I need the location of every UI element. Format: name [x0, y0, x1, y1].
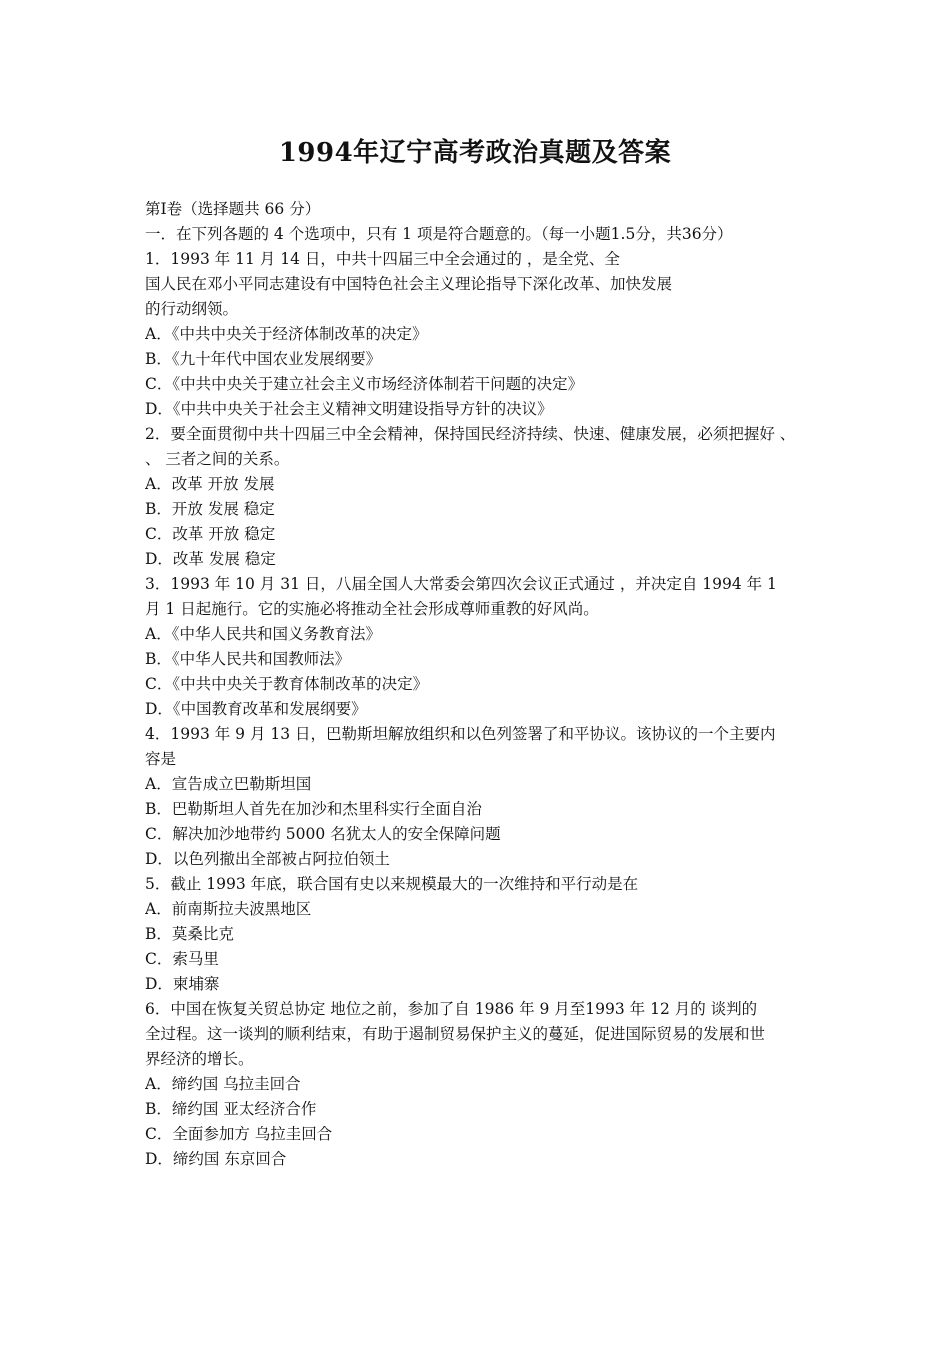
option-a: A．前南斯拉夫波黑地区: [145, 900, 312, 918]
question-2: [145, 422, 815, 572]
option-d: D．以色列撤出全部被占阿拉伯领土: [145, 850, 390, 868]
option-b: B．巴勒斯坦人首先在加沙和杰里科实行全面自治: [145, 800, 482, 818]
option-b: B．莫桑比克: [145, 925, 234, 943]
option-c: C．解决加沙地带约 5000 名犹太人的安全保障问题: [145, 825, 501, 843]
document-title: 1994年辽宁高考政治真题及答案: [278, 138, 672, 168]
option-d: D．《中共中央关于社会主义精神文明建设指导方针的决议》: [145, 400, 553, 418]
question-stem-line: 月 1 日起施行。它的实施必将推动全社会形成尊师重教的好风尚。: [145, 600, 599, 618]
question-stem-line: 6．中国在恢复关贸总协定 地位之前，参加了自 1986 年 9 月至1993 年 12 月的 谈判的: [145, 1000, 758, 1018]
option-a: A．宣告成立巴勒斯坦国: [145, 775, 312, 793]
option-a: A．改革 开放 发展: [145, 475, 275, 493]
option-c: C．《中共中央关于建立社会主义市场经济体制若干问题的决定》: [145, 375, 584, 393]
option-a: A．缔约国 乌拉圭回合: [145, 1075, 301, 1093]
instruction-text: 一．在下列各题的 4 个选项中，只有 1 项是符合题意的。（每一小题1.5分，共36分）: [145, 225, 733, 243]
question-3: [145, 572, 815, 722]
option-d: D．缔约国 东京回合: [145, 1150, 287, 1168]
question-4: [145, 722, 815, 872]
document-body: [145, 197, 815, 1172]
question-stem-line: 1．1993 年 11 月 14 日，中共十四届三中全会通过的 ，是全党、全: [145, 250, 620, 268]
question-stem-line: 全过程。这一谈判的顺利结束，有助于遏制贸易保护主义的蔓延，促进国际贸易的发展和世: [145, 1025, 766, 1043]
question-stem-line: 4．1993 年 9 月 13 日，巴勒斯坦解放组织和以色列签署了和平协议。该协议的一个主要内: [145, 725, 776, 743]
section-heading: 第Ⅰ卷（选择题共 66 分）: [145, 200, 321, 218]
option-b: B．缔约国 亚太经济合作: [145, 1100, 317, 1118]
option-c: C．改革 开放 稳定: [145, 525, 276, 543]
option-b: B．开放 发展 稳定: [145, 500, 275, 518]
option-b: B．《九十年代中国农业发展纲要》: [145, 350, 382, 368]
question-stem-line: 的行动纲领。: [145, 300, 239, 318]
option-c: C．《中共中央关于教育体制改革的决定》: [145, 675, 429, 693]
question-stem-line: 容是: [145, 750, 177, 768]
question-1: [145, 247, 815, 422]
question-stem-line: 、 三者之间的关系。: [145, 450, 290, 468]
option-d: D．柬埔寨: [145, 975, 220, 993]
question-6: [145, 997, 815, 1172]
option-d: D．改革 发展 稳定: [145, 550, 276, 568]
option-a: A．《中共中央关于经济体制改革的决定》: [145, 325, 428, 343]
option-d: D．《中国教育改革和发展纲要》: [145, 700, 367, 718]
option-a: A．《中华人民共和国义务教育法》: [145, 625, 381, 643]
question-stem-line: 界经济的增长。: [145, 1050, 254, 1068]
question-stem-line: 国人民在邓小平同志建设有中国特色社会主义理论指导下深化改革、加快发展: [145, 275, 673, 293]
question-stem-line: 5．截止 1993 年底，联合国有史以来规模最大的一次维持和平行动是在: [145, 875, 639, 893]
option-c: C．索马里: [145, 950, 219, 968]
option-b: B．《中华人民共和国教师法》: [145, 650, 351, 668]
question-stem-line: 2．要全面贯彻中共十四届三中全会精神，保持国民经济持续、快速、健康发展，必须把握好 、: [145, 425, 796, 443]
question-5: [145, 872, 815, 997]
option-c: C．全面参加方 乌拉圭回合: [145, 1125, 333, 1143]
question-stem-line: 3．1993 年 10 月 31 日，八届全国人大常委会第四次会议正式通过 ，并决定自 1994 年 1: [145, 575, 777, 593]
